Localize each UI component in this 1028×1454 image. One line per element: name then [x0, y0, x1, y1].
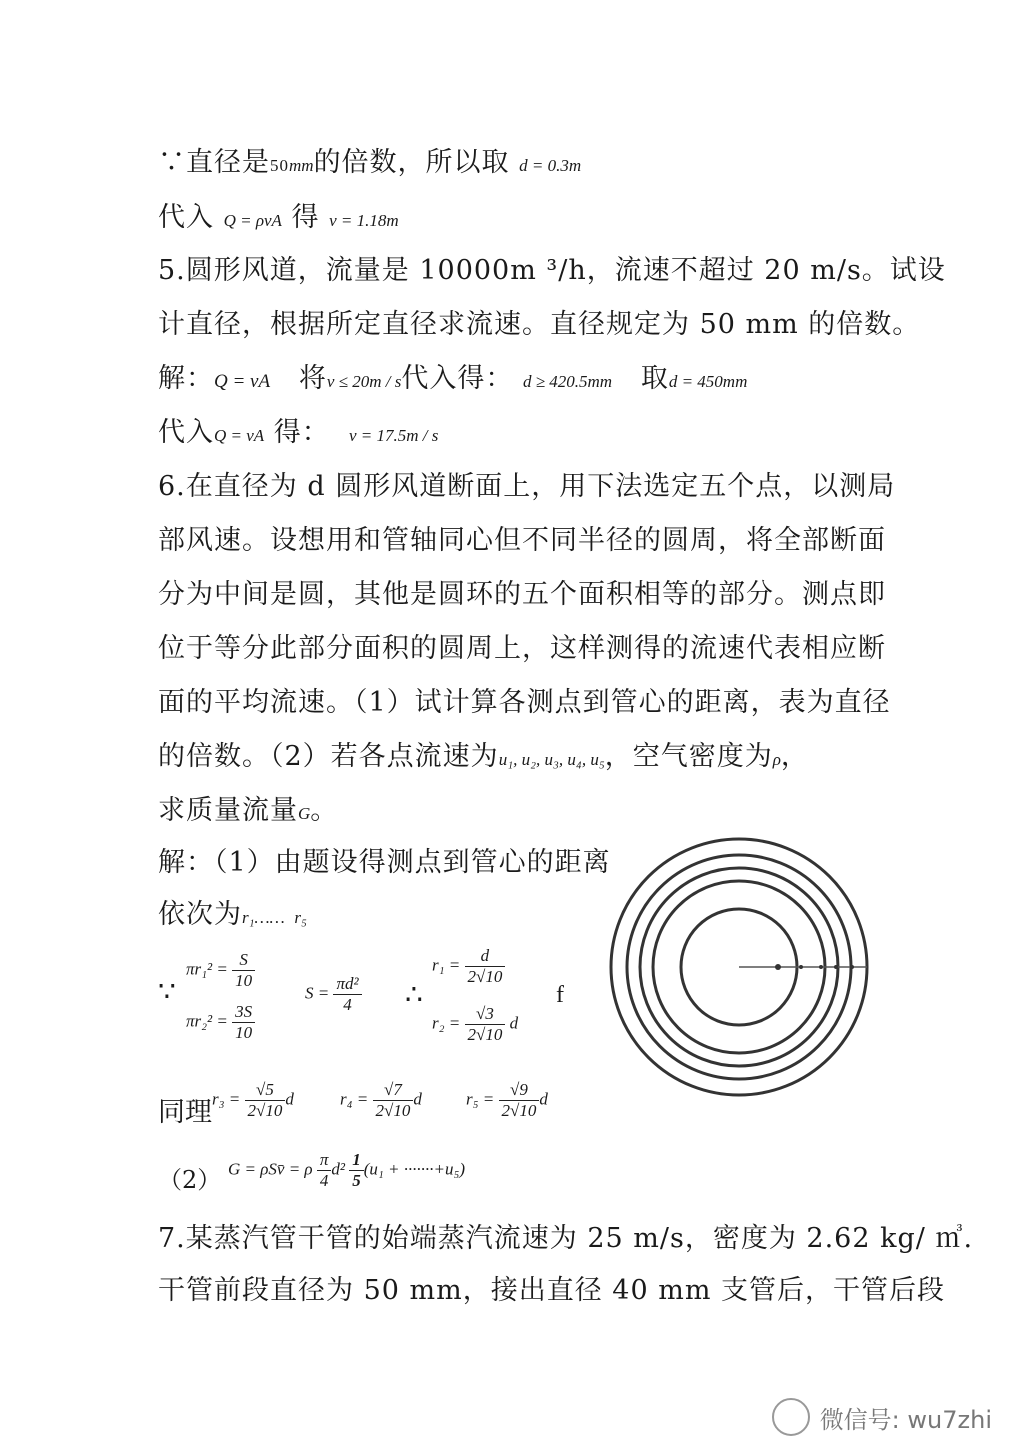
watermark-text: 微信号: wu7zhi [819, 1405, 992, 1434]
wechat-watermark [772, 1398, 992, 1436]
same-logic-label: 同理 [158, 1097, 212, 1128]
problem-6-line-1: 6.在直径为 d 圆形风道断面上，用下法选定五个点，以测局 [158, 471, 896, 502]
part-2-label: （2） [158, 1166, 222, 1194]
problem-6-line-5: 面的平均流速。（1）试计算各测点到管心的距离，表为直径 [158, 687, 891, 718]
equation-r2-area: πr₂² = $\frac{3S}{10}$ [186, 1002, 255, 1043]
point-4 [834, 965, 838, 969]
equation-area-s: S = $\frac{\text{πd²}}{4}$ [305, 974, 362, 1015]
equation-r2: r₂ = $\frac{√3}{2√10}$ d [432, 1004, 519, 1044]
therefore-symbol: ∴ [405, 978, 423, 1011]
equation-r5: r₅ = $\frac{√9}{2√10}$ d [466, 1080, 548, 1120]
wechat-icon [772, 1398, 810, 1436]
solution-6-line-1: 解：（1）由题设得测点到管心的距离 [158, 847, 611, 878]
problem-7-line-1: 7.某蒸汽管干管的始端蒸汽流速为 25 m/s，密度为 2.62 kg/ ㎥. [158, 1223, 974, 1254]
equation-r3: r₃ = $\frac{√5}{2√10}$ d [212, 1080, 294, 1120]
point-3 [819, 965, 823, 969]
problem-5-line-2: 计直径，根据所定直径求流速。直径规定为 50 mm 的倍数。 [158, 309, 921, 340]
point-5 [850, 965, 854, 969]
solution-5-line-1: 解：Q = vA 将v ≤ 20m / s代入得： d ≥ 420.5mm 取d = 450mm [158, 363, 748, 394]
line-diameter-multiple: ∵直径是50mm的倍数，所以取 d = 0.3m [158, 147, 582, 178]
line-substitute-velocity: 代入 Q = ρvA 得 v = 1.18m [158, 202, 399, 233]
solution-6-line-2: 依次为r₁…… r₅ [158, 899, 307, 930]
point-1 [775, 964, 781, 970]
problem-5-line-1: 5.圆形风道，流量是 10000m ³/h，流速不超过 20 m/s。试设 [158, 255, 946, 286]
problem-7-line-2: 干管前段直径为 50 mm，接出直径 40 mm 支管后，干管后段 [158, 1275, 946, 1306]
equation-mass-flow: G = ρSv̄ = ρ $\frac{\pi}{4}$ d² $\frac{1}{5}$ (u₁ + ·······+u₅) [228, 1150, 466, 1190]
concentric-circles-diagram [608, 836, 870, 1098]
equation-r4: r₄ = $\frac{√7}{2√10}$ d [340, 1080, 422, 1120]
because-symbol: ∵ [158, 975, 176, 1008]
stray-letter-f: f [556, 982, 564, 1008]
problem-6-line-3: 分为中间是圆，其他是圆环的五个面积相等的部分。测点即 [158, 579, 886, 610]
equation-r1: r₁ = $\frac{d}{2√10}$ [432, 946, 505, 987]
problem-6-line-4: 位于等分此部分面积的圆周上，这样测得的流速代表相应断 [158, 633, 886, 664]
problem-6-line-6: 的倍数。（2）若各点流速为u₁, u₂, u₃, u₄, u₅，空气密度为ρ， [158, 741, 809, 772]
solution-5-line-2: 代入Q = vA 得： v = 17.5m / s [158, 417, 439, 448]
point-2 [799, 965, 803, 969]
problem-6-line-7: 求质量流量G。 [158, 795, 339, 826]
problem-6-line-2: 部风速。设想用和管轴同心但不同半径的圆周，将全部断面 [158, 525, 886, 556]
equation-r1-area: πr₁² = $\frac{S}{10}$ [186, 950, 255, 991]
